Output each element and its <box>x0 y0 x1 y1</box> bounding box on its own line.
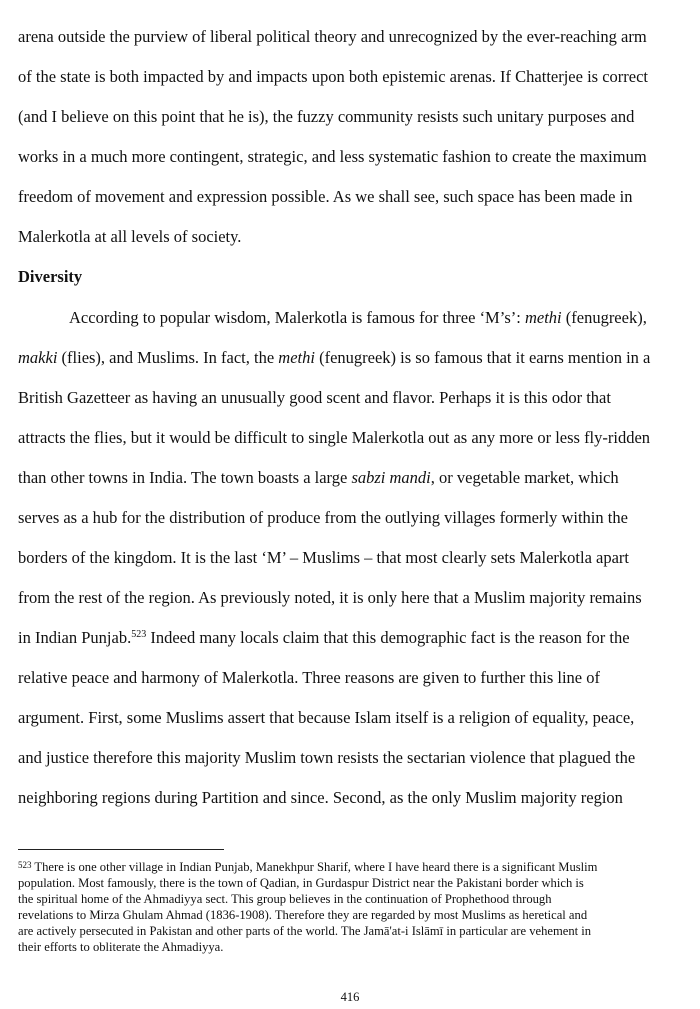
text-run: works in a much more contingent, strategic, and less systematic fashion to create the maximum <box>18 147 647 166</box>
body-line <box>18 468 619 488</box>
body-line <box>18 227 241 247</box>
text-run: the spiritual home of the Ahmadiyya sect. This group believes in the continuation of Prophethood through <box>18 892 552 906</box>
italic-term: makki <box>18 348 58 367</box>
text-run: than other towns in India. The town boasts a large <box>18 468 352 487</box>
footnote-line <box>18 876 584 891</box>
page-number: 416 <box>340 990 360 1004</box>
footnote-marker: 523 <box>18 860 32 870</box>
text-run: , or vegetable market, which <box>430 468 619 487</box>
body-line <box>18 508 628 528</box>
body-line <box>18 348 650 368</box>
text-run: (and I believe on this point that he is), the fuzzy community resists such unitary purposes and <box>18 107 635 126</box>
text-run: (flies), and Muslims. In fact, the <box>57 348 279 367</box>
body-line <box>18 748 635 768</box>
text-run: revelations to Mirza Ghulam Ahmad (1836-1908). Therefore they are regarded by most Muslims as heretical and <box>18 908 588 922</box>
text-run: (fenugreek), <box>561 308 647 327</box>
text-run: (fenugreek) is so famous that it earns mention in a <box>314 348 651 367</box>
text-run: Indeed many locals claim that this demographic fact is the reason for the <box>146 628 630 647</box>
footnote-line <box>18 940 223 955</box>
text-run: relative peace and harmony of Malerkotla. Three reasons are given to further this line of <box>18 668 601 687</box>
text-run: of the state is both impacted by and impacts upon both epistemic arenas. If Chatterjee is correct <box>18 67 649 86</box>
text-run: British Gazetteer as having an unusually good scent and flavor. Perhaps it is this odor that <box>18 388 611 407</box>
body-line <box>18 628 630 648</box>
body-line <box>18 668 600 688</box>
body-line <box>18 187 632 207</box>
body-line <box>18 428 650 448</box>
text-run: from the rest of the region. As previously noted, it is only here that a Muslim majority remains <box>18 588 642 607</box>
text-run: freedom of movement and expression possible. As we shall see, such space has been made in <box>18 187 633 206</box>
body-line <box>18 147 647 167</box>
text-run: in Indian Punjab. <box>18 628 132 647</box>
body-line <box>69 308 647 328</box>
text-run: borders of the kingdom. It is the last ‘M’ – Muslims – that most clearly sets Malerkotla apart <box>18 548 629 567</box>
italic-term: methi <box>524 308 562 327</box>
text-run: neighboring regions during Partition and since. Second, as the only Muslim majority region <box>18 788 623 807</box>
footnote-line <box>18 860 597 875</box>
body-line <box>18 27 647 47</box>
body-line <box>18 588 642 608</box>
text-run: their efforts to obliterate the Ahmadiyya. <box>18 940 224 954</box>
footnote-line <box>18 908 587 923</box>
footnote-separator <box>18 849 224 850</box>
text-run: and justice therefore this majority Muslim town resists the sectarian violence that plagued the <box>18 748 636 767</box>
text-run: attracts the flies, but it would be difficult to single Malerkotla out as any more or less fly-ridden <box>18 428 651 447</box>
footnote-line <box>18 892 552 907</box>
body-line <box>18 788 623 808</box>
text-run: are actively persecuted in Pakistan and other parts of the world. The Jamā'at-i Islāmī in particular are vehement in <box>18 924 592 938</box>
section-heading: Diversity <box>18 267 83 286</box>
text-run: According to popular wisdom, Malerkotla is famous for three ‘M’s’: <box>69 308 525 327</box>
text-run: Malerkotla at all levels of society. <box>18 227 242 246</box>
footnote-line <box>18 924 591 939</box>
footnote-marker: 523 <box>131 629 147 640</box>
text-run: argument. First, some Muslims assert that because Islam itself is a religion of equality, peace, <box>18 708 635 727</box>
body-line <box>18 107 634 127</box>
italic-term: methi <box>278 348 315 367</box>
italic-term: sabzi mandi <box>351 468 431 487</box>
body-line <box>18 67 648 87</box>
text-run: arena outside the purview of liberal political theory and unrecognized by the ever-reaching arm <box>18 27 647 46</box>
text-run: population. Most famously, there is the town of Qadian, in Gurdaspur District near the Pakistani border which is <box>18 876 584 890</box>
text-run: There is one other village in Indian Punjab, Manekhpur Sharif, where I have heard there is a significant Muslim <box>31 860 598 874</box>
text-run: serves as a hub for the distribution of produce from the outlying villages formerly within the <box>18 508 628 527</box>
body-line <box>18 548 629 568</box>
body-line <box>18 388 611 408</box>
body-line <box>18 708 634 728</box>
